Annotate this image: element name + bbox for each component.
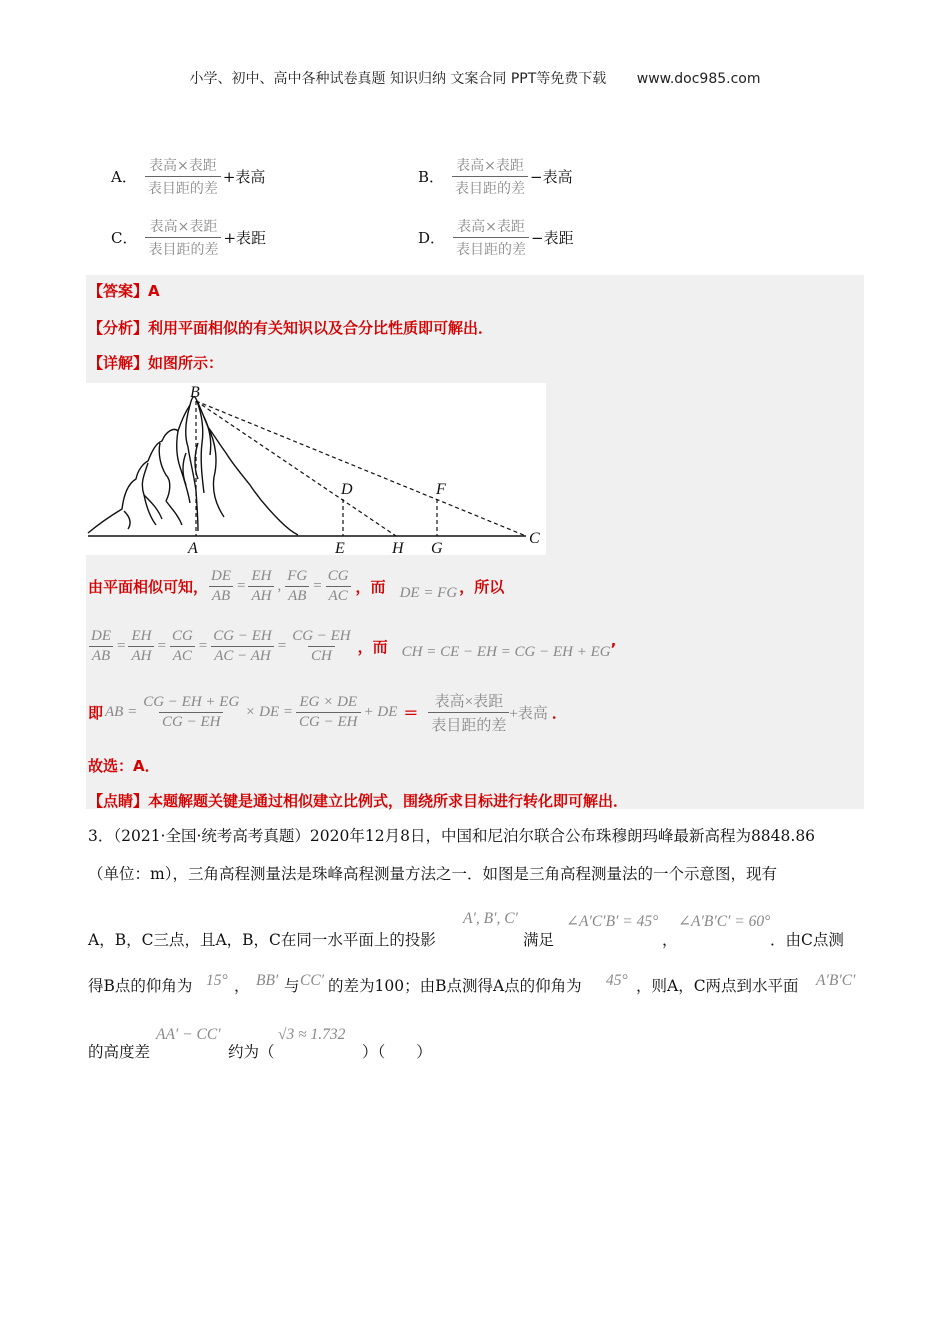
option-a-fraction: $\frac{\text{表高×表距}}{\text{表目距的差}}$ <box>145 155 221 198</box>
label-G: G <box>431 540 443 555</box>
option-a[interactable]: A． $\frac{\text{表高×表距}}{\text{表目距的差}}$ +表高 <box>111 155 265 198</box>
analysis-line: 【分析】利用平面相似的有关知识以及合分比性质即可解出． <box>88 319 494 337</box>
choose-line: 故选：A． <box>88 757 160 775</box>
label-D: D <box>341 481 353 498</box>
option-c-fraction: $\frac{\text{表高×表距}}{\text{表目距的差}}$ <box>145 216 221 259</box>
label-E: E <box>335 540 345 555</box>
option-b-fraction: $\frac{\text{表高×表距}}{\text{表目距的差}}$ <box>452 155 528 198</box>
mountain-figure <box>86 383 546 555</box>
q3-line4: 得B点的仰角为 15° ， BB′ 与 CC′ 的差为100；由B点测得A点的仰角为 45° ，则A，C两点到水平面 A′B′C′ <box>88 972 856 995</box>
similarity-line: 由平面相似可知， $\frac{DE}{AB}$ = $\frac{EH}{AH}$ , $\frac{FG}{AB}$ = $\frac{CG}{AC}$ ，而 DE = FG ，所以 <box>88 568 505 604</box>
answer-line: 【答案】A <box>88 282 160 300</box>
ratio-chain: $\frac{DE}{AB}$ = $\frac{EH}{AH}$ = $\frac{CG}{AC}$ = $\frac{CG - EH}{AC - AH}$ = $\frac{CG - EH}{CH}$ <box>88 628 354 665</box>
ratio-1: $\frac{DE}{AB}$ = $\frac{EH}{AH}$ , $\frac{FG}{AB}$ = $\frac{CG}{AC}$ <box>208 568 352 605</box>
chain-line: $\frac{DE}{AB}$ = $\frac{EH}{AH}$ = $\frac{CG}{AC}$ = $\frac{CG - EH}{AC - AH}$ = $\frac{CG - EH}{CH}$ ，而 CH = CE − EH = CG − EH + EG ’ <box>88 628 616 665</box>
option-d[interactable]: D． $\frac{\text{表高×表距}}{\text{表目距的差}}$ −表距 <box>418 216 574 259</box>
label-F: F <box>436 481 446 498</box>
option-d-fraction: $\frac{\text{表高×表距}}{\text{表目距的差}}$ <box>453 216 529 259</box>
header-text: 小学、初中、高中各种试卷真题 知识归纳 文案合同 PPT等免费下载 <box>189 71 607 87</box>
q3-line5: 的高度差 AA′ − CC′ 约为（ √3 ≈ 1.732 ）（ ） <box>88 1026 432 1061</box>
ab-equation: AB = $\frac{CG - EH + EG}{CG - EH}$ × DE = $\frac{EG \times DE}{CG - EH}$ + DE <box>105 694 398 730</box>
q3-line1: 3．（2021·全国·统考高考真题）2020年12月8日，中国和尼泊尔联合公布珠穆朗玛峰最新高程为8848.86 <box>88 827 816 845</box>
label-A: A <box>188 540 198 555</box>
label-H: H <box>392 540 404 555</box>
q3-line2: （单位：m），三角高程测量法是珠峰高程测量方法之一．如图是三角高程测量法的一个示意图，现有 <box>88 865 777 883</box>
mountain-outline <box>88 397 298 535</box>
mountain-diagram <box>86 383 546 555</box>
label-C: C <box>529 530 540 547</box>
header-site-link[interactable]: www.doc985.com <box>636 71 761 87</box>
comment-line: 【点睛】本题解题关键是通过相似建立比例式，围绕所求目标进行转化即可解出． <box>88 792 629 810</box>
label-B: B <box>190 384 200 401</box>
q3-line3: A，B，C三点，且A，B，C在同一水平面上的投影 A′, B′, C′ 满足 ∠A′C′B′ = 45° ， ∠A′B′C′ = 60° ．由C点测 <box>88 910 844 949</box>
page-header <box>0 68 950 88</box>
option-b[interactable]: B． $\frac{\text{表高×表距}}{\text{表目距的差}}$ −表高 <box>418 155 573 198</box>
sight-lines <box>196 401 526 536</box>
ab-line: 即 AB = $\frac{CG - EH + EG}{CG - EH}$ × DE = $\frac{EG \times DE}{CG - EH}$ + DE ＝ $\frac{\text{表高×表距}}{\text{表目距的差}}$ +表高 ． <box>88 694 567 734</box>
option-c[interactable]: C． $\frac{\text{表高×表距}}{\text{表目距的差}}$ +表距 <box>111 216 266 259</box>
detail-line: 【详解】如图所示： <box>88 354 224 372</box>
